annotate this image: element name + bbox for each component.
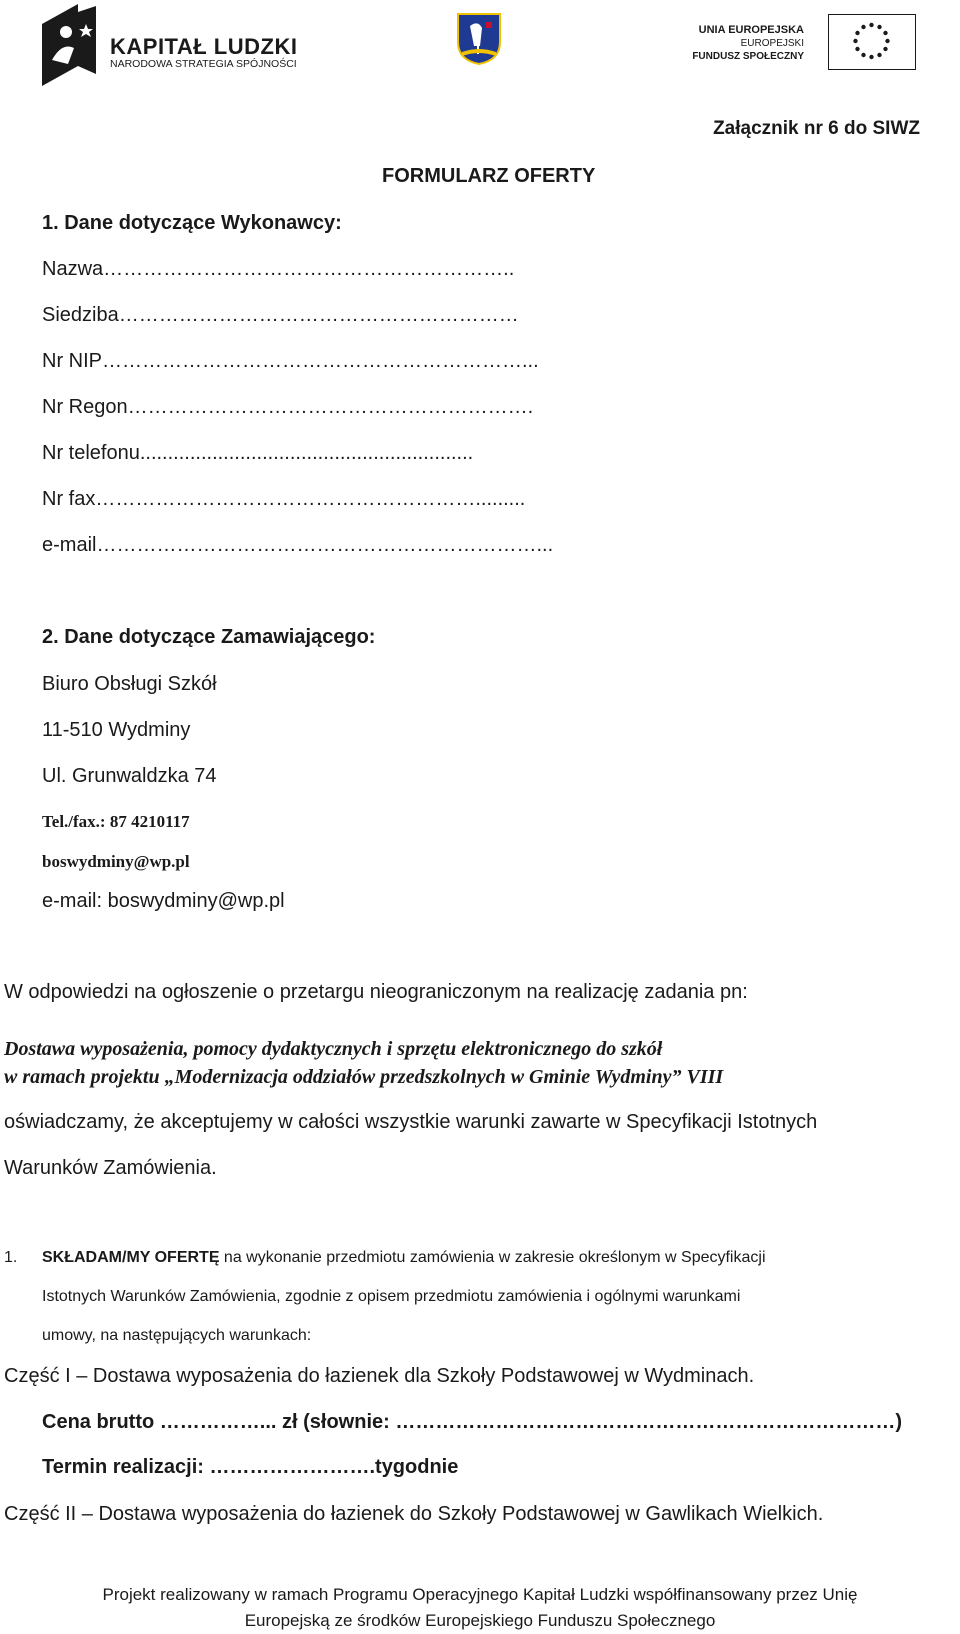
eu-flag-icon bbox=[828, 14, 916, 70]
kapital-ludzki-logo bbox=[38, 4, 298, 84]
intro-text: W odpowiedzi na ogłoszenie o przetargu nieograniczonym na realizację zadania pn: bbox=[4, 981, 748, 1003]
kapital-ludzki-title: KAPITAŁ LUDZKI bbox=[110, 34, 298, 59]
offer-bold-label: SKŁADAM/MY OFERTĘ bbox=[42, 1249, 220, 1266]
offer-line1 bbox=[42, 1249, 766, 1267]
eu-fund: FUNDUSZ SPOŁECZNY bbox=[692, 51, 804, 62]
task-title-line1: Dostawa wyposażenia, pomocy dydaktycznych i sprzętu elektronicznego do szkół bbox=[4, 1038, 663, 1060]
offer-line3: umowy, na następujących warunkach: bbox=[42, 1327, 312, 1344]
footer-line1: Projekt realizowany w ramach Programu Operacyjnego Kapitał Ludzki współfinansowany przez Unię bbox=[102, 1585, 858, 1604]
client-email: e-mail: boswydminy@wp.pl bbox=[42, 890, 285, 912]
client-street: Ul. Grunwaldzka 74 bbox=[42, 765, 217, 787]
offer-line1-text: na wykonanie przedmiotu zamówienia w zakresie określonym w Specyfikacji bbox=[219, 1249, 766, 1266]
client-name: Biuro Obsługi Szkół bbox=[42, 673, 217, 695]
contractor-address-field: Siedziba…………………………………………………… bbox=[42, 304, 519, 326]
eu-subtitle: EUROPEJSKI bbox=[740, 38, 804, 49]
part2-title: Część II – Dostawa wyposażenia do łazienek do Szkoły Podstawowej w Gawlikach Wielkich. bbox=[4, 1503, 824, 1525]
form-title: FORMULARZ OFERTY bbox=[382, 165, 596, 187]
task-title-line2: w ramach projektu „Modernizacja oddziałów przedszkolnych w Gminie Wydminy” VIII bbox=[4, 1066, 724, 1088]
price-field: Cena brutto ……………... zł (słownie: …………………………………………………………………) bbox=[42, 1411, 902, 1433]
kapital-ludzki-emblem-icon bbox=[38, 4, 100, 86]
client-email-bold: boswydminy@wp.pl bbox=[42, 852, 190, 871]
eu-title: UNIA EUROPEJSKA bbox=[698, 24, 804, 36]
contractor-phone-field: Nr telefonu............................................................ bbox=[42, 442, 474, 464]
section2-heading: 2. Dane dotyczące Zamawiającego: bbox=[42, 626, 376, 648]
part1-title: Część I – Dostawa wyposażenia do łazienek dla Szkoły Podstawowej w Wydminach. bbox=[4, 1365, 755, 1387]
eu-logo bbox=[692, 14, 916, 72]
contractor-regon-field: Nr Regon……………………………………………………. bbox=[42, 396, 534, 418]
offer-line2: Istotnych Warunków Zamówienia, zgodnie z opisem przedmiotu zamówienia i ogólnymi warunkami bbox=[42, 1288, 741, 1305]
contractor-fax-field: Nr fax…………………………………………………......... bbox=[42, 488, 526, 510]
declaration-line1: oświadczamy, że akceptujemy w całości wszystkie warunki zawarte w Specyfikacji Istotnych bbox=[4, 1111, 818, 1133]
offer-number: 1. bbox=[4, 1249, 18, 1266]
declaration-line2: Warunków Zamówienia. bbox=[4, 1157, 217, 1179]
client-phone: Tel./fax.: 87 4210117 bbox=[42, 812, 190, 831]
municipal-coat-of-arms bbox=[456, 12, 502, 71]
contractor-nip-field: Nr NIP………………………………………………………... bbox=[42, 350, 539, 372]
client-postal: 11-510 Wydminy bbox=[42, 719, 191, 741]
annex-label: Załącznik nr 6 do SIWZ bbox=[713, 118, 920, 139]
section1-heading: 1. Dane dotyczące Wykonawcy: bbox=[42, 212, 342, 234]
term-field: Termin realizacji: …………………….tygodnie bbox=[42, 1456, 459, 1478]
kapital-ludzki-subtitle: NARODOWA STRATEGIA SPÓJNOŚCI bbox=[110, 58, 297, 70]
contractor-name-field: Nazwa…………………………………………………….. bbox=[42, 258, 515, 280]
contractor-email-field: e-mail…………………………………………………………... bbox=[42, 534, 554, 556]
footer-line2: Europejską ze środków Europejskiego Funduszu Społecznego bbox=[244, 1611, 716, 1630]
coat-of-arms-icon bbox=[456, 12, 502, 66]
